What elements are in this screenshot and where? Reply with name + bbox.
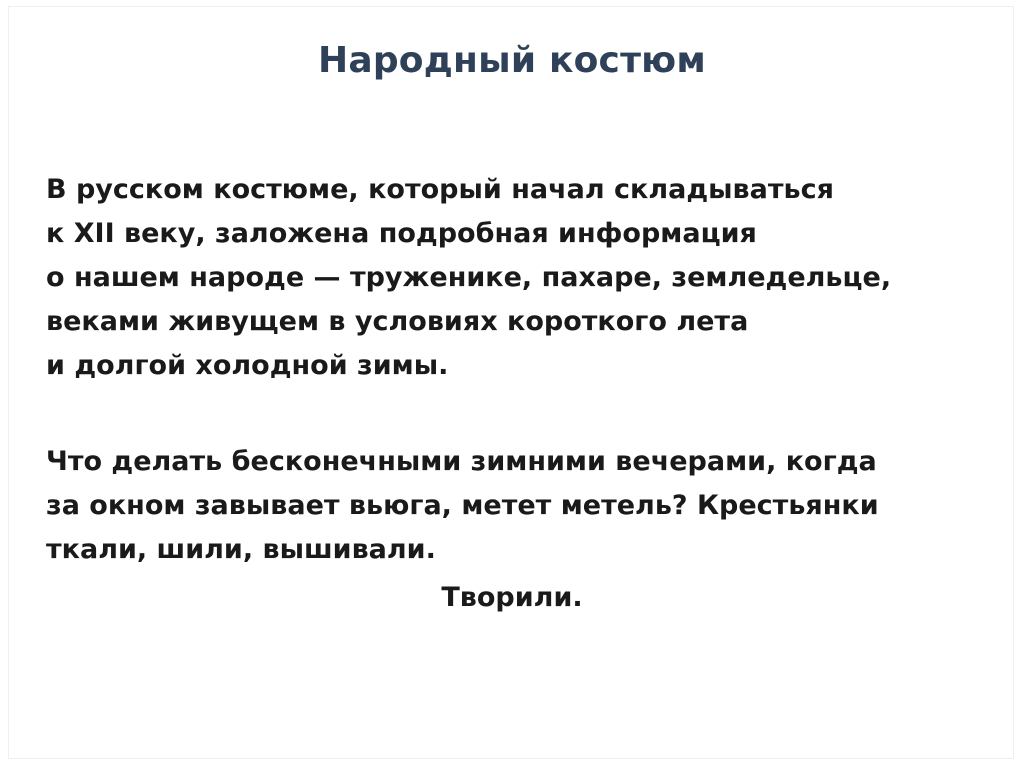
paragraph-1-line: о нашем народе — труженике, пахаре, земледельце, [46, 262, 892, 293]
slide-title: Народный костюм [318, 40, 706, 81]
paragraph-1-line: В русском костюме, который начал складываться [46, 174, 834, 205]
closing-line: Творили. [441, 582, 583, 613]
paragraph-2-line: ткали, шили, вышивали. [46, 534, 436, 565]
paragraph-1-line: веками живущем в условиях короткого лета [46, 306, 749, 337]
paragraph-1-line: и долгой холодной зимы. [46, 350, 449, 381]
paragraph-1 [46, 168, 996, 388]
paragraph-1-line: к XII веку, заложена подробная информация [46, 218, 757, 249]
paragraph-2 [46, 440, 996, 620]
slide-body [46, 168, 996, 620]
paragraph-2-line: за окном завывает вьюга, метет метель? Крестьянки [46, 490, 879, 521]
paragraph-2-line: Что делать бесконечными зимними вечерами, когда [46, 446, 877, 477]
